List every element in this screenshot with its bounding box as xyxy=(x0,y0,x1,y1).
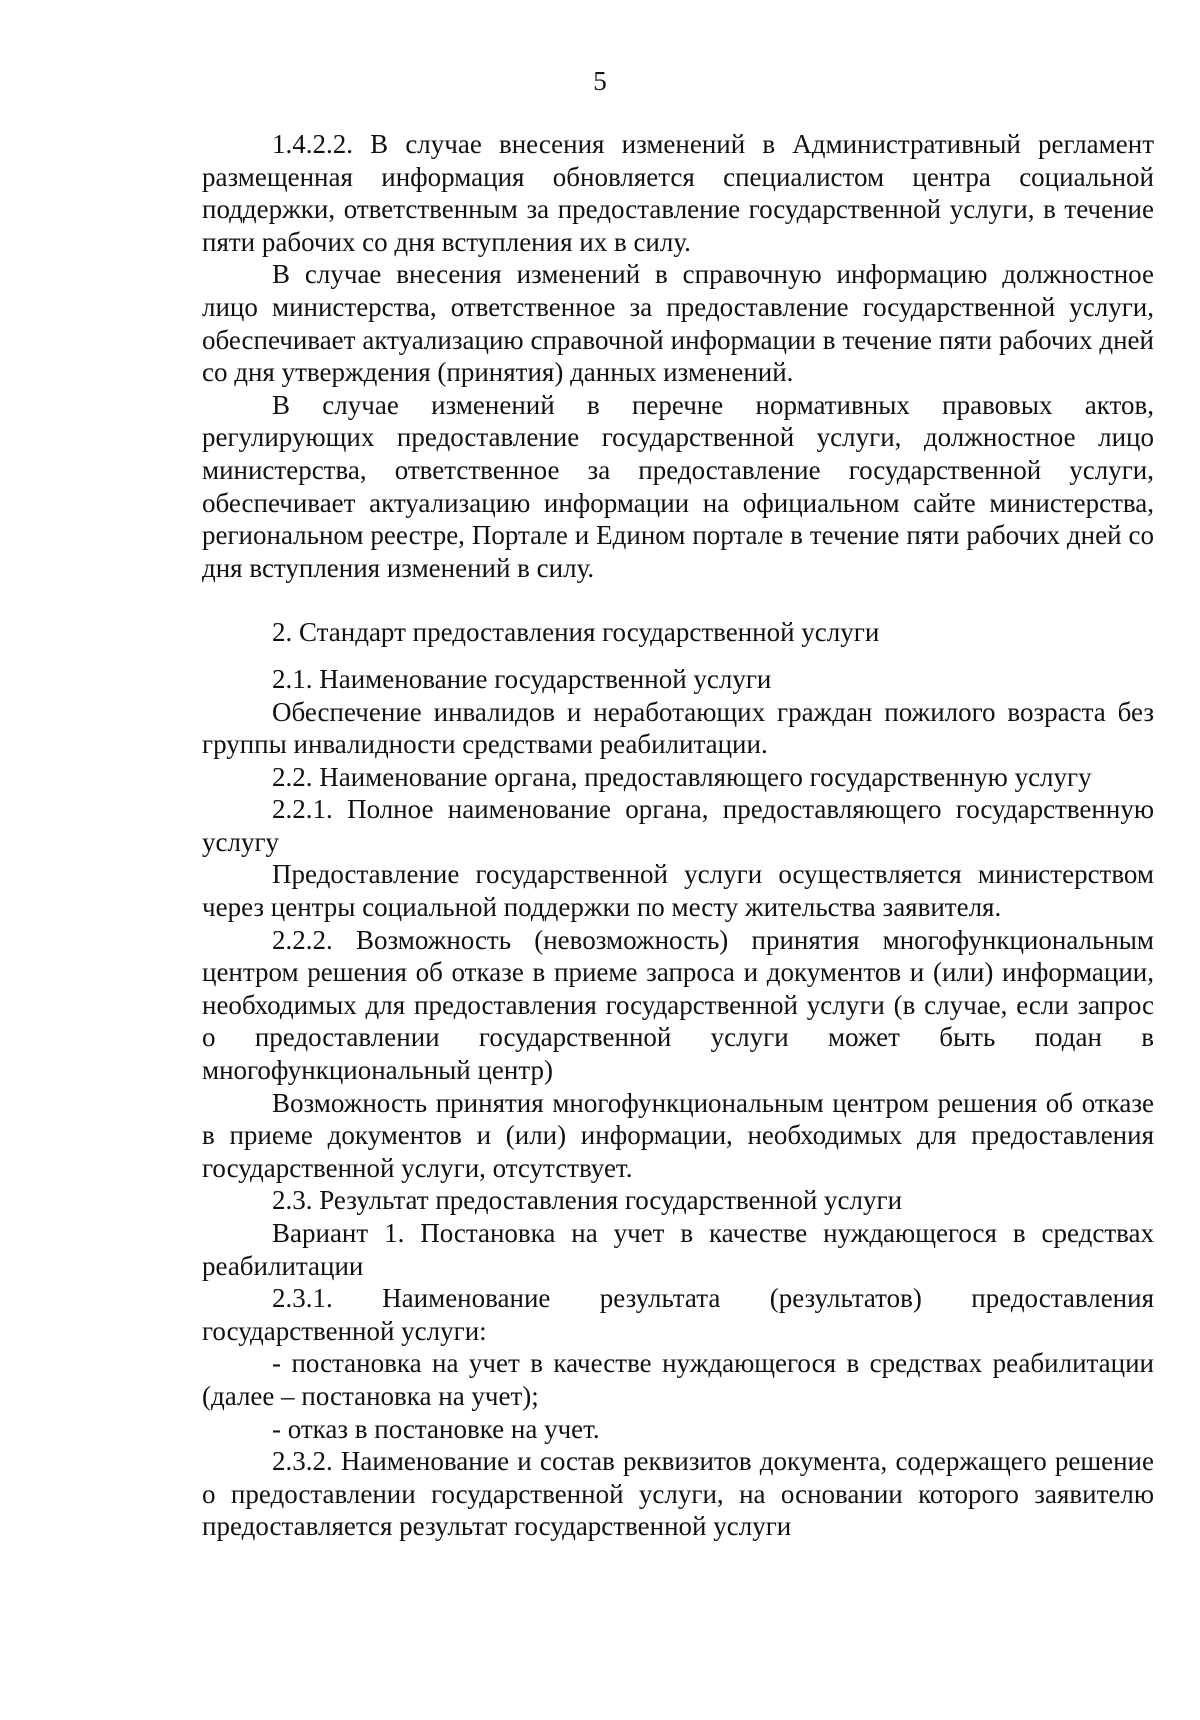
document-body xyxy=(202,128,1154,1543)
paragraph-service-provider: Предоставление государственной услуги осуществляется министерством через центры социальной поддержки по месту жительства заявителя. xyxy=(202,859,1154,923)
paragraph-1-4-2-2: 1.4.2.2. В случае внесения изменений в Административный регламент размещенная информация обновляется специалистом центра социальной поддержки, ответственным за предоставление государственной услуги, в течение пяти рабочих со дня вступления их в силу. xyxy=(202,129,1154,257)
heading-2-2-1: 2.2.1. Полное наименование органа, предоставляющего государственную услугу xyxy=(202,794,1154,857)
list-item-refusal: - отказ в постановке на учет. xyxy=(272,1413,600,1444)
heading-2-3-1: 2.3.1. Наименование результата (результатов) предоставления государственной услуги: xyxy=(202,1283,1154,1346)
heading-2-3: 2.3. Результат предоставления государственной услуги xyxy=(272,1185,903,1216)
paragraph-reference-info-update: В случае внесения изменений в справочную информацию должностное лицо министерства, ответственное за предоставление государственной услуги, обеспечивает актуализацию справочной информации в течение пяти рабочих дней со дня утверждения (принятия) данных изменений. xyxy=(202,259,1154,388)
heading-2-1: 2.1. Наименование государственной услуги xyxy=(272,663,772,694)
section-heading-2: 2. Стандарт предоставления государственной услуги xyxy=(272,617,880,648)
page-number: 5 xyxy=(593,66,607,96)
paragraph-legal-acts-update: В случае изменений в перечне нормативных правовых актов, регулирующих предоставление государственной услуги, должностное лицо министерства, ответственное за предоставление государственной услуги, обеспечивает актуализацию информации на официальном сайте министерства, региональном реестре, Портале и Едином портале в течение пяти рабочих дней со дня вступления изменений в силу. xyxy=(202,389,1154,583)
paragraph-mfc-refusal: Возможность принятия многофункциональным центром решения об отказе в приеме документов и (или) информации, необходимых для предоставления государственной услуги, отсутствует. xyxy=(202,1087,1154,1183)
heading-2-2-2: 2.2.2. Возможность (невозможность) принятия многофункциональным центром решения об отказе в приеме запроса и документов и (или) информации, необходимых для предоставления государственной услуги (в случае, если запрос о предоставлении государственной услуги может быть подан в многофункциональный центр) xyxy=(202,924,1154,1086)
heading-2-3-2: 2.3.2. Наименование и состав реквизитов документа, содержащего решение о предоставлении государственной услуги, на основании которого заявителю предоставляется результат государственной услуги xyxy=(202,1446,1154,1542)
heading-2-2: 2.2. Наименование органа, предоставляющего государственную услугу xyxy=(272,761,1092,792)
paragraph-service-name: Обеспечение инвалидов и неработающих граждан пожилого возраста без группы инвалидности средствами реабилитации. xyxy=(202,696,1154,760)
list-item-registration: - постановка на учет в качестве нуждающегося в средствах реабилитации (далее – постановка на учет); xyxy=(202,1348,1154,1411)
paragraph-variant-1: Вариант 1. Постановка на учет в качестве нуждающегося в средствах реабилитации xyxy=(202,1218,1154,1281)
